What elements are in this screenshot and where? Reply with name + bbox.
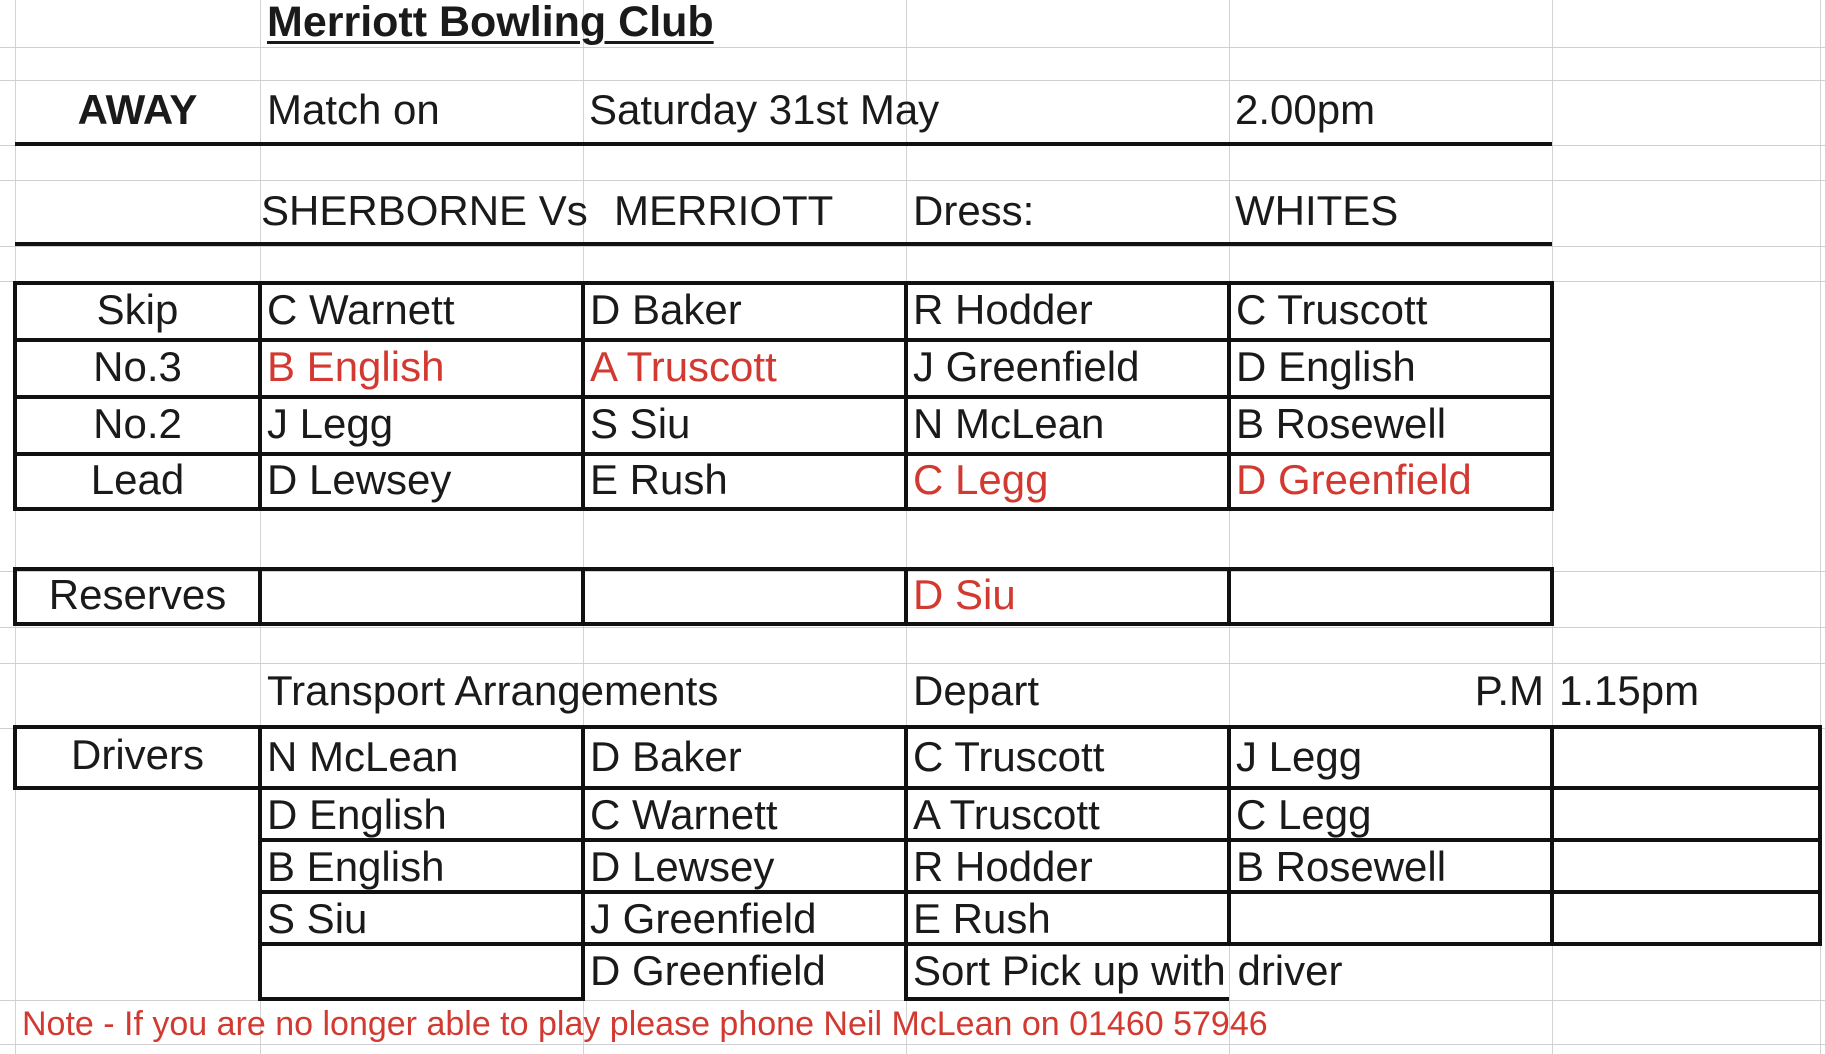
passenger-name: C Warnett xyxy=(590,791,778,838)
player-name: D Lewsey xyxy=(267,456,452,503)
player-name: J Greenfield xyxy=(913,343,1140,390)
driver-name: C Truscott xyxy=(913,733,1105,780)
player-name: R Hodder xyxy=(913,286,1093,333)
match-time: 2.00pm xyxy=(1235,86,1376,133)
player-name: D Baker xyxy=(590,286,742,333)
player-name-changed: B English xyxy=(267,343,445,390)
match-label: Match on xyxy=(267,86,440,133)
pickup-instruction: Sort Pick up with driver xyxy=(913,947,1343,994)
position-label: No.3 xyxy=(93,343,182,390)
player-name: J Legg xyxy=(267,400,394,447)
position-label: Lead xyxy=(90,456,185,503)
passenger-name: D Lewsey xyxy=(590,843,775,890)
passenger-name: B English xyxy=(267,843,445,890)
player-name: S Siu xyxy=(590,400,691,447)
depart-label: Depart xyxy=(913,667,1040,714)
depart-time: 1.15pm xyxy=(1559,667,1700,714)
passenger-name: J Greenfield xyxy=(590,895,817,942)
passenger-name: E Rush xyxy=(913,895,1051,942)
away-team: MERRIOTT xyxy=(614,187,834,234)
player-name: E Rush xyxy=(590,456,728,503)
player-name-changed: D Greenfield xyxy=(1236,456,1472,503)
player-name: N McLean xyxy=(913,400,1105,447)
player-name: D English xyxy=(1236,343,1416,390)
dress-label: Dress: xyxy=(913,187,1035,234)
driver-name: N McLean xyxy=(267,733,459,780)
player-name: B Rosewell xyxy=(1236,400,1447,447)
home-team: SHERBORNE Vs xyxy=(261,187,588,234)
passenger-name: R Hodder xyxy=(913,843,1093,890)
reserve-name-changed: D Siu xyxy=(913,571,1016,618)
contact-note: Note - If you are no longer able to play please phone Neil McLean on 01460 57946 xyxy=(22,1005,1268,1043)
passenger-name: S Siu xyxy=(267,895,368,942)
position-label: Skip xyxy=(96,286,179,333)
passenger-name: A Truscott xyxy=(913,791,1100,838)
dress-value: WHITES xyxy=(1235,187,1399,234)
player-name: C Truscott xyxy=(1236,286,1428,333)
transport-heading: Transport Arrangements xyxy=(267,667,719,714)
drivers-label: Drivers xyxy=(71,731,204,778)
passenger-name: C Legg xyxy=(1236,791,1372,838)
player-name-changed: A Truscott xyxy=(590,343,777,390)
reserves-label: Reserves xyxy=(48,571,227,618)
passenger-name: B Rosewell xyxy=(1236,843,1447,890)
position-label: No.2 xyxy=(93,400,182,447)
driver-name: J Legg xyxy=(1236,733,1363,780)
driver-name: D Baker xyxy=(590,733,742,780)
player-name: C Warnett xyxy=(267,286,455,333)
passenger-name: D English xyxy=(267,791,447,838)
passenger-name: D Greenfield xyxy=(590,947,826,994)
player-name-changed: C Legg xyxy=(913,456,1049,503)
club-title: Merriott Bowling Club xyxy=(267,0,714,46)
venue-label: AWAY xyxy=(77,86,198,133)
depart-period: P.M xyxy=(1474,667,1544,714)
match-date: Saturday 31st May xyxy=(589,86,940,133)
